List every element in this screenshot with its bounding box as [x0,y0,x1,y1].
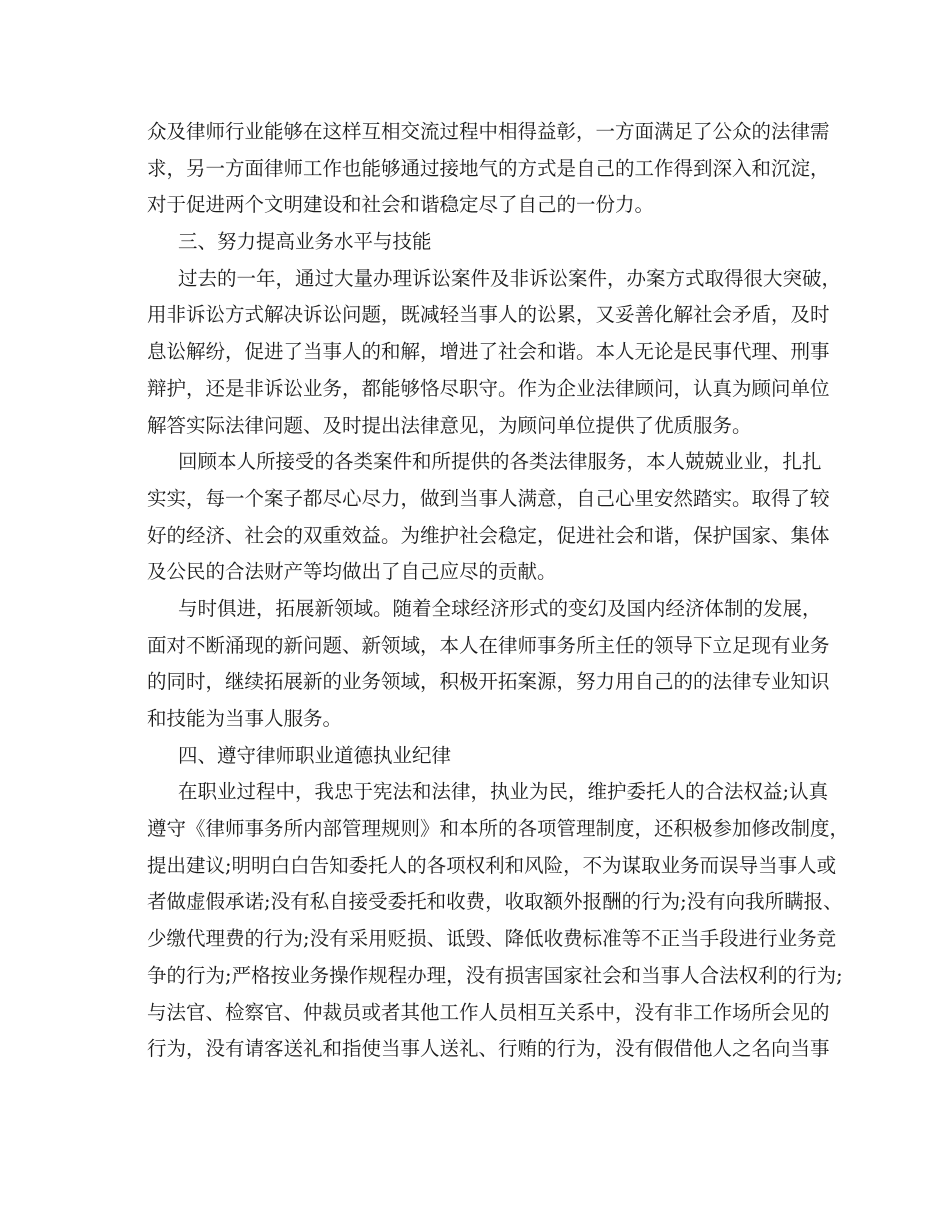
text-line: 好的经济、社会的双重效益。为维护社会稳定，促进社会和谐，保护国家、集体 [147,523,830,547]
text-line: 的同时，继续拓展新的业务领域，积极开拓案源，努力用自己的的法律专业知识 [147,670,830,694]
text-line: 争的行为;严格按业务操作规程办理，没有损害国家社会和当事人合法权利的行为; [147,963,843,987]
text-line: 三、努力提高业务水平与技能 [178,230,432,254]
text-line: 和技能为当事人服务。 [147,707,343,730]
text-line: 求，另一方面律师工作也能够通过接地气的方式是自己的工作得到深入和沉淀， [147,156,830,180]
document-body [147,114,850,1068]
text-line: 与时俱进，拓展新领域。随着全球经济形式的变幻及国内经济体制的发展， [178,596,822,620]
text-line: 解答实际法律问题、及时提出法律意见，为顾问单位提供了优质服务。 [147,413,752,437]
text-line: 回顾本人所接受的各类案件和所提供的各类法律服务，本人兢兢业业，扎扎 [178,450,822,474]
text-line: 过去的一年，通过大量办理诉讼案件及非诉讼案件，办案方式取得很大突破， [178,266,842,290]
text-line: 与法官、检察官、仲裁员或者其他工作人员相互关系中，没有非工作场所会见的 [147,1000,830,1024]
text-line: 四、遵守律师职业道德执业纪律 [178,743,452,767]
text-line: 及公民的合法财产等均做出了自己应尽的贡献。 [147,560,557,584]
text-line: 行为，没有请客送礼和指使当事人送礼、行贿的行为，没有假借他人之名向当事 [147,1037,830,1061]
text-line: 实实，每一个案子都尽心尽力，做到当事人满意，自己心里安然踏实。取得了较 [147,486,830,510]
text-line: 遵守《律师事务所内部管理规则》和本所的各项管理制度，还积极参加修改制度， [147,817,850,841]
text-line: 者做虚假承诺;没有私自接受委托和收费，收取额外报酬的行为;没有向我所瞒报、 [147,890,843,914]
text-line: 少缴代理费的行为;没有采用贬损、诋毁、降低收费标准等不正当手段进行业务竞 [147,927,837,951]
text-line: 息讼解纷，促进了当事人的和解，增进了社会和谐。本人无论是民事代理、刑事 [147,340,830,364]
text-line: 众及律师行业能够在这样互相交流过程中相得益彰，一方面满足了公众的法律需 [147,120,830,143]
text-line: 面对不断涌现的新问题、新领域，本人在律师事务所主任的领导下立足现有业务 [147,633,830,657]
text-line: 对于促进两个文明建设和社会和谐稳定尽了自己的一份力。 [147,193,655,217]
text-line: 辩护，还是非诉讼业务，都能够恪尽职守。作为企业法律顾问，认真为顾问单位 [147,376,830,400]
text-line: 提出建议;明明白白告知委托人的各项权利和风险，不为谋取业务而误导当事人或 [147,853,837,877]
text-line: 用非诉讼方式解决诉讼问题，既减轻当事人的讼累，又妥善化解社会矛盾，及时 [147,303,830,327]
text-line: 在职业过程中，我忠于宪法和法律，执业为民，维护委托人的合法权益;认真 [178,780,829,804]
